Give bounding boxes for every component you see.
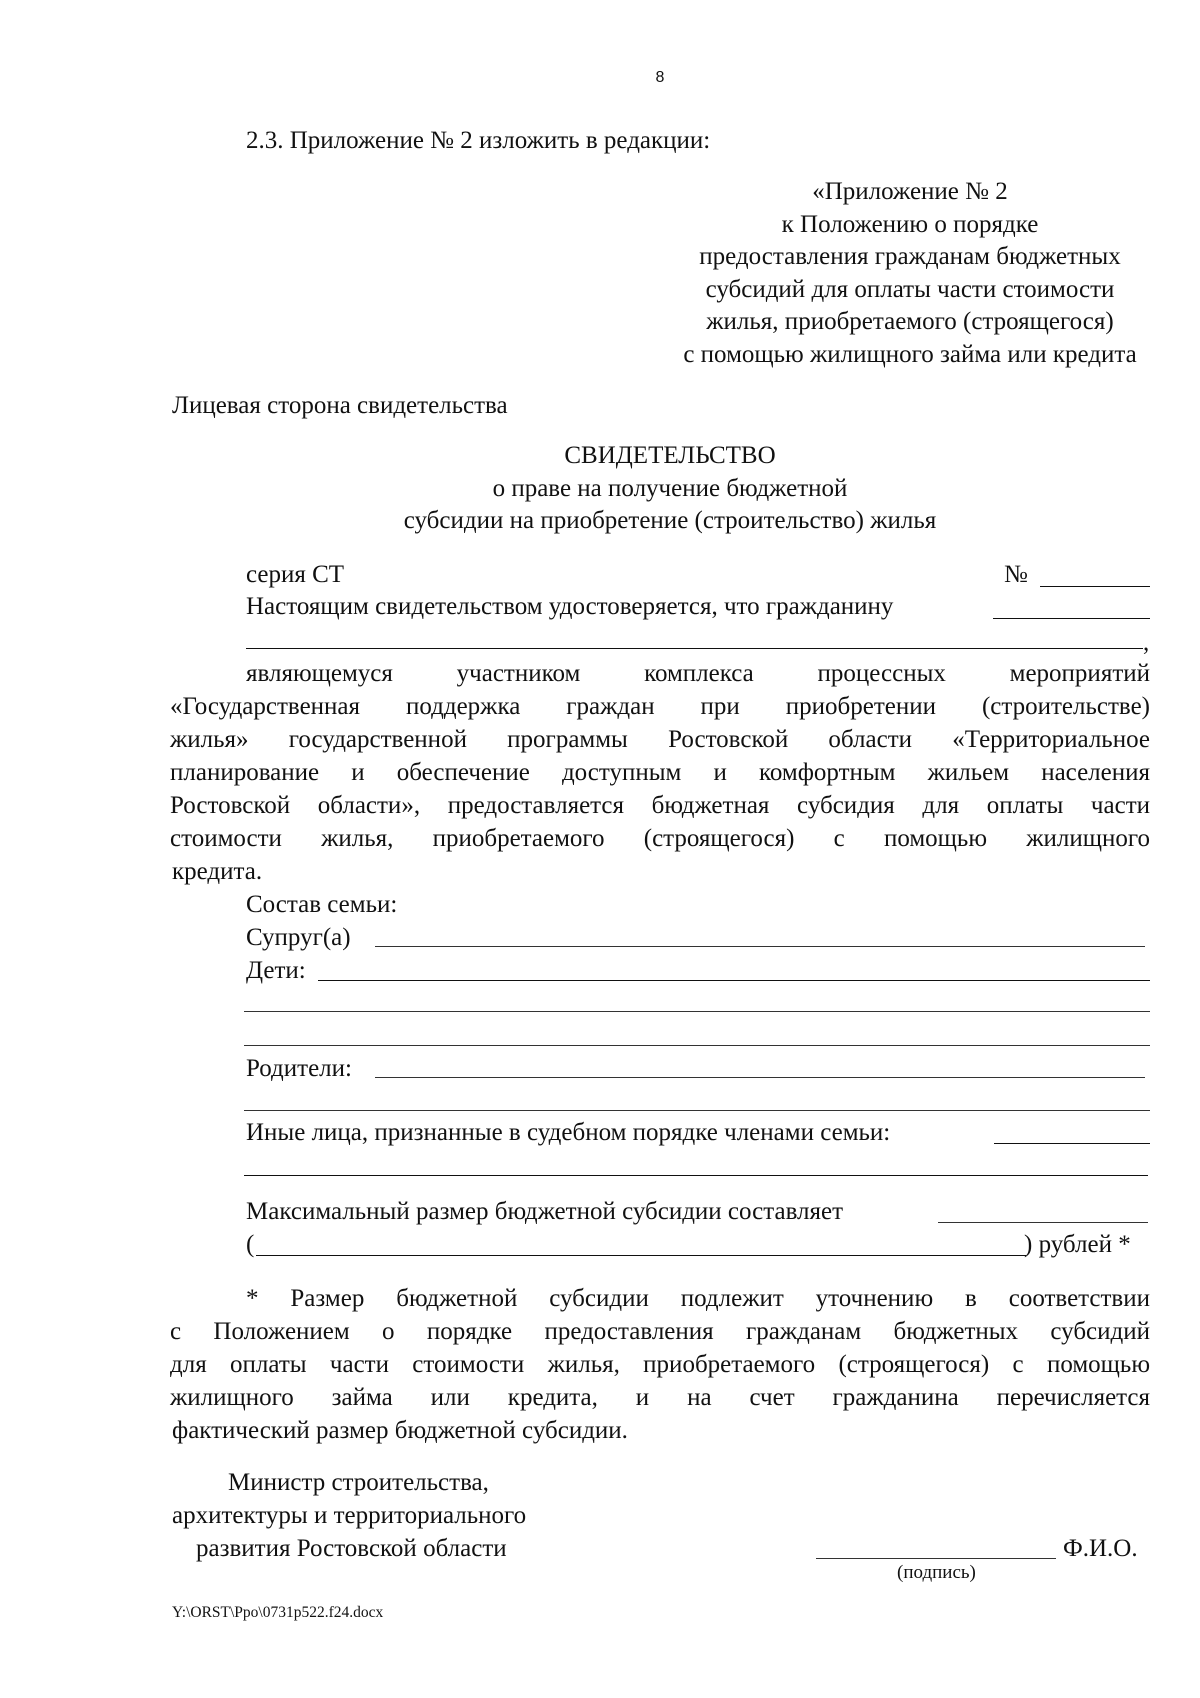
citizen-name-blank [993,618,1150,619]
body-line: кредита. [172,858,263,885]
body-line: жилья» государственной программы Ростовской области «Территориальное [170,726,1150,753]
footnote-line: фактический размер бюджетной субсидии. [172,1417,628,1444]
children-label: Дети: [246,957,306,984]
children-blank-3 [244,1045,1150,1046]
max-subsidy-blank [938,1222,1148,1223]
parents-blank [375,1077,1145,1078]
parents-blank-2 [244,1110,1150,1111]
file-path: Y:\ORST\Ppo\0731p522.f24.docx [172,1604,384,1621]
title-heading: СВИДЕТЕЛЬСТВО [564,442,776,469]
others-blank [994,1143,1150,1144]
number-blank [1040,586,1150,587]
page-number: 8 [655,69,665,86]
footnote-line: с Положением о порядке предоставления гражданам бюджетных субсидий [170,1318,1150,1345]
title-line: о праве на получение бюджетной [492,474,848,502]
amount-words-blank [256,1255,1026,1256]
max-subsidy-label: Максимальный размер бюджетной субсидии составляет [246,1198,844,1225]
signature-caption: (подпись) [897,1562,976,1583]
annex-header-line: к Положению о порядке [781,210,1039,238]
fio-label: Ф.И.О. [1063,1535,1138,1562]
body-line: планирование и обеспечение доступным и комфортным жильем населения [170,759,1150,786]
body-line: Ростовской области», предоставляется бюджетная субсидия для оплаты части [170,792,1150,819]
intro-line: 2.3. Приложение № 2 изложить в редакции: [246,127,711,154]
comma: , [1143,629,1150,656]
others-label: Иные лица, признанные в судебном порядке членами семьи: [246,1119,891,1146]
spouse-label: Супруг(а) [246,924,351,951]
minister-line: развития Ростовской области [196,1535,507,1562]
annex-header-line: предоставления гражданам бюджетных [699,243,1121,270]
children-blank [318,980,1150,981]
children-blank-2 [244,1011,1150,1012]
annex-header-line: жилья, приобретаемого (строящегося) [706,308,1114,335]
title-line: субсидии на приобретение (строительство) жилья [403,507,937,534]
number-label: № [1004,561,1028,588]
citizen-name-blank-2 [246,648,1143,649]
signature-blank [816,1558,1056,1559]
footnote-line: для оплаты части стоимости жилья, приобретаемого (строящегося) с помощью [170,1351,1150,1378]
others-blank-2 [244,1175,1148,1176]
annex-header-line: субсидий для оплаты части стоимости [705,275,1115,303]
rubles-label: ) рублей * [1024,1231,1131,1258]
annex-header [600,176,1200,371]
annex-header-line: с помощью жилищного займа или кредита [683,340,1137,368]
annex-header-line: «Приложение № 2 [812,178,1008,205]
minister-line: Министр строительства, [228,1469,489,1496]
side-label: Лицевая сторона свидетельства [172,392,508,419]
body-line: «Государственная поддержка граждан при приобретении (строительстве) [170,693,1150,720]
body-line: стоимости жилья, приобретаемого (строящегося) с помощью жилищного [170,825,1150,852]
family-heading: Состав семьи: [246,891,398,918]
certificate-title [170,440,1170,538]
footnote-line: * Размер бюджетной субсидии подлежит уточнению в соответствии [246,1285,1150,1312]
footnote-line: жилищного займа или кредита, и на счет гражданина перечисляется [170,1384,1150,1411]
parents-label: Родители: [246,1055,352,1082]
open-paren: ( [246,1231,255,1258]
spouse-blank [375,946,1145,947]
series-label: серия СТ [246,561,345,588]
minister-line: архитектуры и территориального [172,1502,527,1529]
body-line: являющемуся участником комплекса процессных мероприятий [246,660,1150,687]
certify-line: Настоящим свидетельством удостоверяется, что гражданину [246,593,894,620]
